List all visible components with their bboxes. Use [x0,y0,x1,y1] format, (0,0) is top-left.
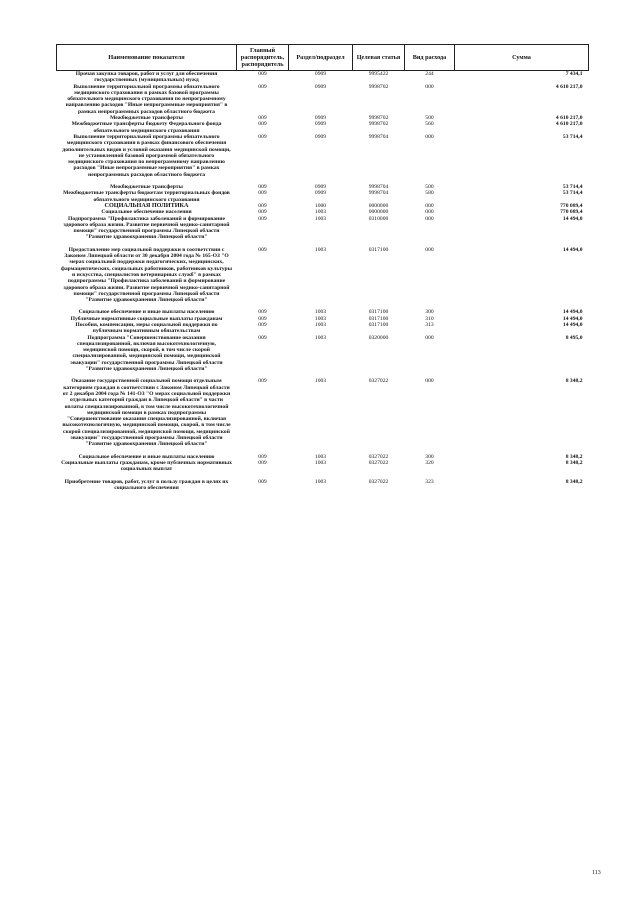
header-glav: Главный распорядитель, распорядитель [237,45,289,71]
row-razdel: 1003 [314,378,327,385]
row-tsel: 9998702 [368,83,389,90]
row-vid: 000 [425,209,434,216]
table-row [57,121,589,134]
row-tsel: 9998704 [368,190,389,197]
row-glav: 009 [258,309,267,316]
row-summa: 14 494,0 [562,215,583,222]
row-name: Предоставление мер социальной поддержки в соответствии с Законом Липецкой области от 30 декабря 2004 года № 165-ОЗ "О мерах социальной поддержки педагогических, медицинских, фармацевтических, социальных работников, работников культуры и искусства, специалистов ветеринарных служб" в рамках подпрограммы "Профилактика заболеваний и формирование здорового образа жизни. Развитие первичной медико-санитарной помощи" государственной программы Липецкой области "Развитие здравоохранения Липецкой области" [60,246,233,304]
row-summa: 8 348,2 [565,478,583,485]
row-tsel: 0000000 [368,209,389,216]
row-name: Публичные нормативные социальные выплаты гражданам [70,315,223,322]
row-razdel: 1003 [314,478,327,485]
row-summa: 770 089,4 [560,202,583,209]
row-tsel: 0000000 [368,202,389,209]
row-summa: 8 348,2 [565,459,583,466]
row-tsel: 0317100 [368,315,389,322]
row-tsel: 0317100 [368,309,389,316]
row-vid: 313 [425,321,434,328]
row-vid: 500 [425,184,434,191]
row-razdel: 1003 [314,215,327,222]
row-vid: 000 [425,133,434,140]
row-glav: 009 [258,133,267,140]
row-name: Межбюджетные трансферты [110,115,183,122]
row-summa: 4 610 217,0 [555,121,583,128]
table-row [57,322,589,335]
row-summa: 4 610 217,0 [555,83,583,90]
table-row [57,216,589,241]
row-tsel: 0317100 [368,321,389,328]
row-razdel: 0909 [314,184,327,191]
row-vid: 000 [425,202,434,209]
row-razdel: 0909 [314,133,327,140]
row-summa: 7 434,1 [565,71,583,77]
row-summa: 8 495,0 [565,334,583,341]
row-glav: 009 [258,190,267,197]
row-name: Межбюджетные трансферты [110,184,183,191]
row-vid: 000 [425,334,434,341]
row-glav: 009 [258,321,267,328]
row-razdel: 1003 [314,315,327,322]
row-razdel: 1000 [314,202,327,209]
row-tsel: 0327022 [368,459,389,466]
table-row [57,335,589,373]
row-glav: 009 [258,378,267,385]
row-summa: 770 089,4 [560,209,583,216]
row-razdel: 0909 [314,121,327,128]
header-summa: Сумма [455,45,589,71]
row-vid: 580 [425,190,434,197]
row-vid: 323 [425,478,434,485]
header-name: Наименование показателя [57,45,237,71]
row-vid: 300 [425,309,434,316]
row-glav: 009 [258,453,267,460]
row-name: Прочая закупка товаров, работ и услуг для обеспечения государственных (муниципальных) нужд [75,71,218,84]
row-tsel: 9998704 [368,133,389,140]
row-summa: 14 494,0 [562,315,583,322]
row-vid: 500 [425,115,434,122]
row-glav: 009 [258,83,267,90]
header-vid: Вид расхода [405,45,455,71]
row-name: Выполнение территориальной программы обязательного медицинского страхования в рамках базовой программы обязательного медицинского страхования по непрограммному направлению расходов "Иные непрограммные мероприятия" в рамках непрограммных расходов областного бюджета [65,83,228,115]
row-razdel: 0909 [314,190,327,197]
table-row [57,378,589,447]
row-glav: 009 [258,246,267,253]
row-summa: 8 348,2 [565,378,583,385]
row-vid: 300 [425,453,434,460]
header-razdel: Раздел/подраздел [289,45,353,71]
table-row [57,460,589,473]
row-tsel: 0327022 [368,378,389,385]
row-tsel: 9998704 [368,184,389,191]
row-summa: 14 494,0 [562,309,583,316]
row-summa: 53 714,4 [562,184,583,191]
row-razdel: 1003 [314,209,327,216]
row-name: СОЦИАЛЬНАЯ ПОЛИТИКА [104,201,189,209]
row-vid: 560 [425,121,434,128]
row-razdel: 1003 [314,334,327,341]
row-glav: 009 [258,209,267,216]
row-vid: 310 [425,315,434,322]
budget-table [56,44,589,491]
row-glav: 009 [258,315,267,322]
header-tsel: Целевая статья [353,45,405,71]
row-summa: 14 494,0 [562,321,583,328]
row-vid: 000 [425,83,434,90]
row-glav: 009 [258,121,267,128]
row-summa: 4 610 217,0 [555,115,583,122]
row-tsel: 0310000 [368,215,389,222]
row-razdel: 1003 [314,453,327,460]
row-razdel: 0909 [314,115,327,122]
row-vid: 320 [425,459,434,466]
row-glav: 009 [258,202,267,209]
row-vid: 000 [425,378,434,385]
table-row [57,84,589,115]
row-summa: 53 714,4 [562,133,583,140]
table-header-row [57,45,589,71]
row-name: Социальные выплаты гражданам, кроме публичных нормативных социальных выплат [61,459,232,473]
table-row [57,134,589,178]
row-name: Социальное обеспечение населения [101,209,192,216]
row-razdel: 1003 [314,321,327,328]
row-glav: 009 [258,459,267,466]
row-summa: 14 494,0 [562,246,583,253]
row-tsel: 9998702 [368,121,389,128]
table-body [57,71,589,492]
table-row [57,71,589,84]
row-razdel: 0909 [314,83,327,90]
row-tsel: 9998702 [368,115,389,122]
row-glav: 009 [258,184,267,191]
row-name: Социальное обеспечение и иные выплаты населению [78,309,215,316]
row-tsel: 0327022 [368,478,389,485]
row-name: Межбюджетные трансферты бюджету Федерального фонда обязательного медицинского страхования [71,121,222,134]
row-vid: 000 [425,246,434,253]
row-razdel: 1003 [314,246,327,253]
row-summa: 53 714,4 [562,190,583,197]
row-glav: 009 [258,71,267,77]
row-name: Оказание государственной социальной помощи отдельным категориям граждан в соответствии с Законом Липецкой области от 2 декабря 2004 года № 141-ОЗ "О мерах социальной поддержки отдельных категорий граждан в Липецкой области" в части оплаты специализированной, в том числе высокотехнологичной медицинской помощи в рамках подпрограммы "Совершенствование оказания специализированной, включая высокотехнологичную, медицинской помощи, скорой, в том числе скорой специализированной, медицинской помощи, медицинской эвакуации" государственной программы Липецкой области "Развитие здравоохранения Липецкой области" [62,378,231,448]
row-glav: 009 [258,478,267,485]
row-vid: 244 [425,71,434,77]
table-row [57,479,589,492]
row-name: Приобретение товаров, работ, услуг в пользу граждан в целях их социального обеспечения [64,478,229,491]
row-razdel: 0909 [314,71,327,77]
row-tsel: 0327022 [368,453,389,460]
budget-table-page [56,44,588,491]
row-vid: 000 [425,215,434,222]
table-row [57,247,589,304]
row-razdel: 1003 [314,309,327,316]
page-number: 113 [592,870,601,876]
row-glav: 009 [258,334,267,341]
row-name: Социальное обеспечение и иные выплаты населению [78,453,215,460]
row-name: Подпрограмма "Совершенствование оказания специализированной, включая высокотехнологичную, медицинской помощи, скорой, в том числе скорой специализированной, медицинской помощи, медицинской эвакуации" государственной программы Липецкой области "Развитие здравоохранения Липецкой области" [70,334,223,373]
row-name: Подпрограмма "Профилактика заболеваний и формирование здорового образа жизни. Развитие первичной медико-санитарной помощи" государственной программы Липецкой области "Развитие здравоохранения Липецкой области" [63,215,230,241]
row-summa: 8 348,2 [565,453,583,460]
row-glav: 009 [258,115,267,122]
row-tsel: 0320000 [368,334,389,341]
row-name: Пособия, компенсации, меры социальной поддержки по публичным нормативным обязательствам [75,321,218,335]
row-razdel: 1003 [314,459,327,466]
row-glav: 009 [258,215,267,222]
row-name: Межбюджетные трансферты бюджетам территориальных фондов обязательного медицинского страхования [63,190,230,203]
row-name: Выполнение территориальной программы обязательного медицинского страхования в рамках финансового обеспечения дополнительных видов и условий оказания медицинской помощи, не установленной базовой программой обязательного медицинского страхования по непрограммному направлению расходов "Иные непрограммные мероприятия" в рамках непрограммных расходов областного бюджета [62,133,231,178]
row-tsel: 9995422 [368,71,389,77]
row-tsel: 0317100 [368,246,389,253]
